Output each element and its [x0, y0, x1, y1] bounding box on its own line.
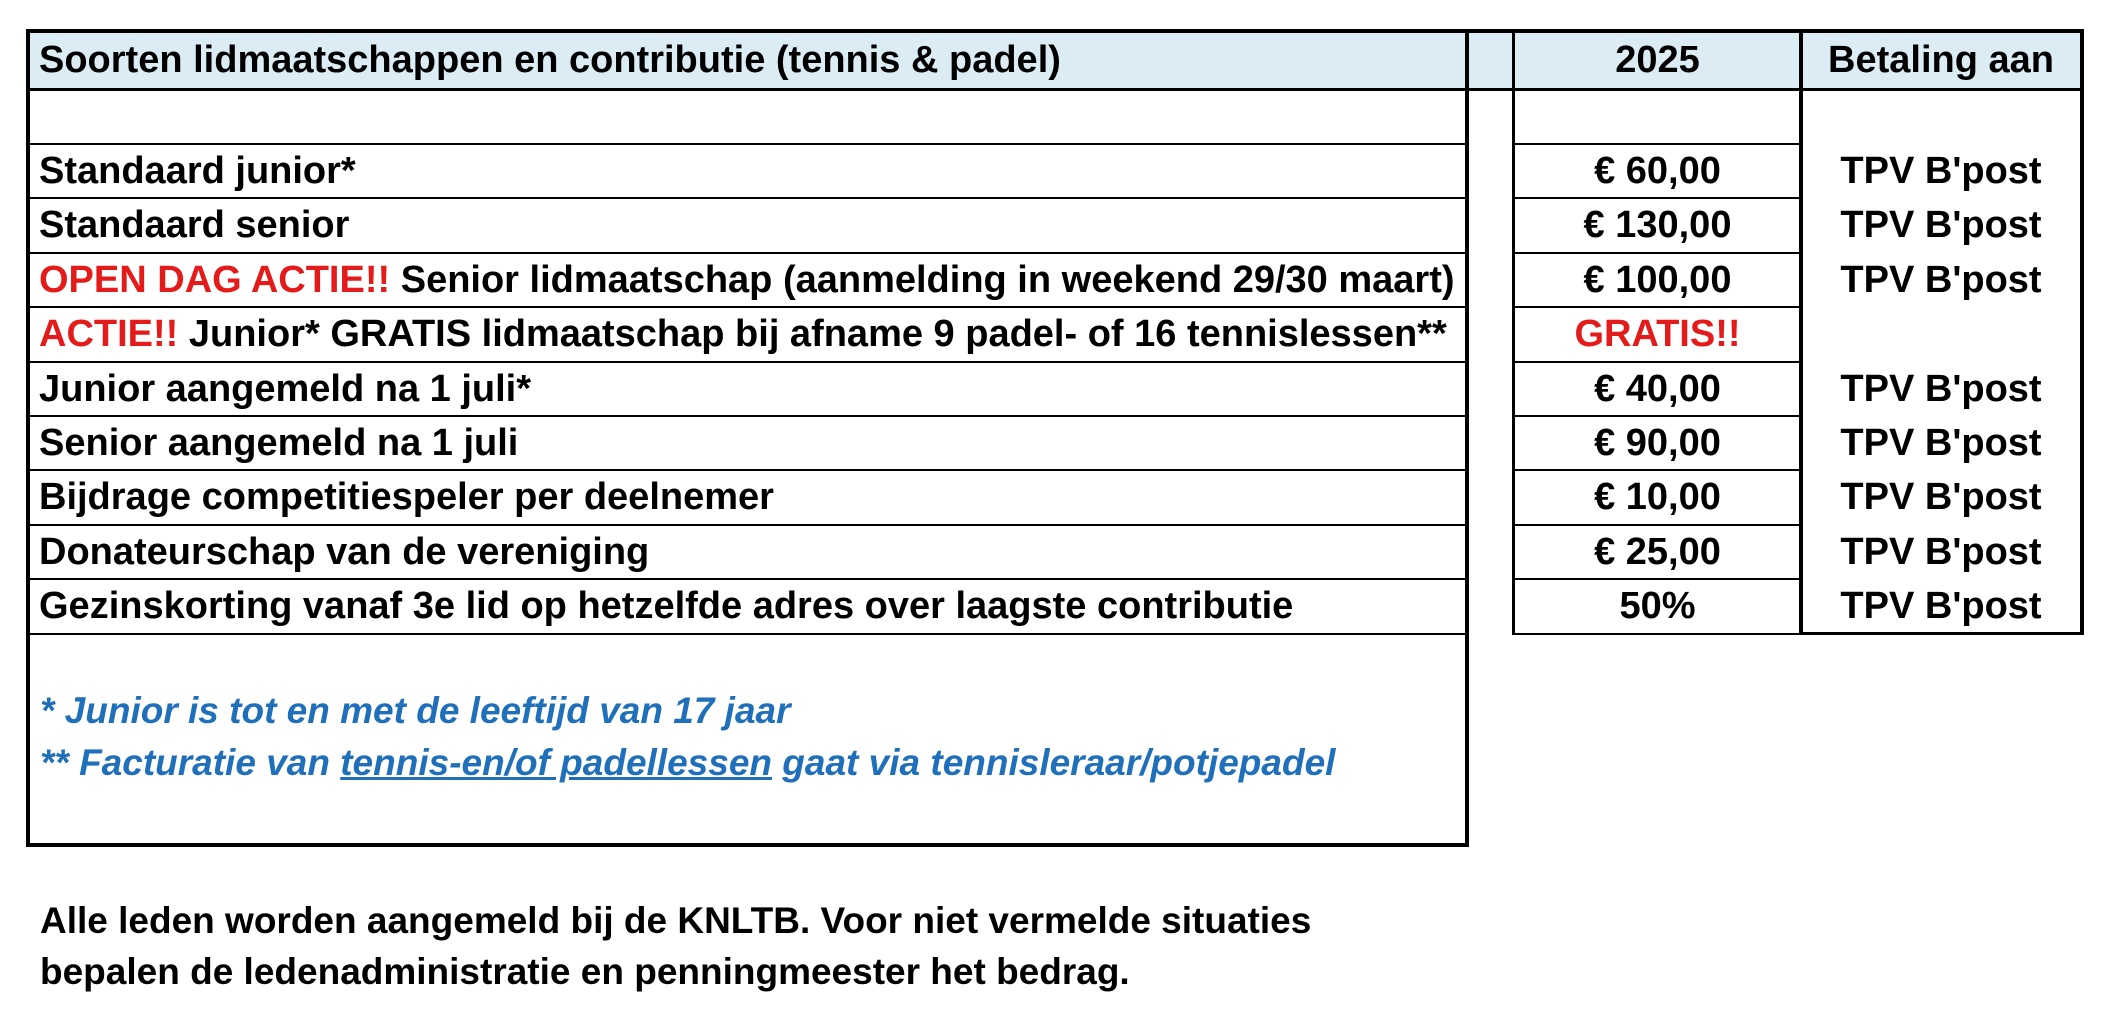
- membership-type: Gezinskorting vanaf 3e lid op hetzelfde adres over laagste contributie: [39, 585, 1294, 627]
- membership-price: € 25,00: [1594, 530, 1721, 573]
- footer-line-1: Alle leden worden aangemeld bij de KNLTB. Voor niet vermelde situaties: [40, 900, 1312, 941]
- payment-recipient: TPV B'post: [1840, 204, 2042, 246]
- membership-row-label: [28, 307, 1467, 362]
- membership-type: Bijdrage competitiespeler per deelnemer: [39, 476, 774, 518]
- payment-recipient: TPV B'post: [1840, 367, 2042, 410]
- grid-line: [28, 197, 1467, 199]
- note-invoicing-suffix: gaat via tennisleraar/potjepadel: [772, 742, 1336, 783]
- grid-line: [28, 306, 1467, 308]
- footer-line-2: bepalen de ledenadministratie en penningmeester het bedrag.: [40, 951, 1130, 992]
- membership-row-label: [28, 579, 1467, 634]
- membership-price: € 90,00: [1594, 421, 1721, 464]
- grid-line: [26, 29, 30, 847]
- payment-recipient: [1801, 307, 2081, 362]
- membership-row-label: [28, 470, 1467, 525]
- membership-type: Standaard senior: [39, 204, 350, 246]
- membership-row-label: [28, 525, 1467, 579]
- grid-line: [1465, 29, 1469, 847]
- membership-price: GRATIS!!: [1574, 313, 1741, 355]
- table-header-title: Soorten lidmaatschappen en contributie (tennis & padel): [28, 31, 1467, 89]
- payment-recipient: TPV B'post: [1840, 258, 2042, 301]
- payment-recipient: TPV B'post: [1840, 421, 2042, 464]
- grid-line: [1514, 578, 1801, 580]
- grid-line: [1514, 524, 1801, 526]
- grid-line: [1514, 197, 1801, 199]
- membership-row-label: [28, 144, 1467, 198]
- membership-price: € 60,00: [1594, 149, 1721, 192]
- grid-line: [1514, 469, 1801, 471]
- note-junior-age: * Junior is tot en met de leeftijd van 17 jaar: [40, 690, 791, 731]
- membership-type: Senior aangemeld na 1 juli: [39, 421, 519, 464]
- grid-line: [1512, 29, 1515, 635]
- note-invoicing: [40, 742, 1335, 784]
- membership-row-label: [28, 362, 1467, 416]
- grid-line: [28, 524, 1467, 526]
- note-invoicing-link: tennis-en/of padellessen: [340, 742, 773, 783]
- grid-line: [28, 633, 1467, 635]
- membership-price: € 100,00: [1583, 258, 1732, 301]
- grid-line: [2080, 29, 2084, 635]
- action-highlight: OPEN DAG ACTIE!!: [39, 258, 391, 301]
- grid-line: [28, 252, 1467, 254]
- membership-price: € 130,00: [1583, 204, 1732, 246]
- table-header-payment: Betaling aan: [1801, 31, 2081, 89]
- payment-recipient: TPV B'post: [1840, 149, 2042, 192]
- grid-line: [26, 88, 2083, 91]
- grid-line: [26, 29, 2083, 33]
- membership-price: € 40,00: [1594, 367, 1721, 410]
- grid-line: [28, 578, 1467, 580]
- action-highlight: ACTIE!!: [39, 313, 179, 355]
- membership-type: Junior aangemeld na 1 juli*: [39, 367, 532, 410]
- grid-line: [28, 469, 1467, 471]
- membership-row-label: [28, 253, 1467, 307]
- payment-recipient: TPV B'post: [1840, 530, 2042, 573]
- membership-price: 50%: [1619, 585, 1696, 627]
- payment-recipient: TPV B'post: [1840, 476, 2042, 518]
- grid-line: [1801, 632, 2083, 635]
- table-header-spacer: [1467, 31, 1514, 89]
- grid-line: [1514, 415, 1801, 417]
- grid-line: [28, 143, 1467, 145]
- grid-line: [26, 843, 1469, 847]
- table-header-year: 2025: [1514, 31, 1801, 89]
- membership-type: Senior lidmaatschap (aanmelding in weekend 29/30 maart): [400, 258, 1455, 301]
- grid-line: [28, 415, 1467, 417]
- grid-line: [1514, 143, 1801, 145]
- payment-recipient: TPV B'post: [1840, 585, 2042, 627]
- membership-row-label: [28, 416, 1467, 470]
- membership-row-label: [28, 198, 1467, 253]
- grid-line: [28, 361, 1467, 363]
- membership-type: Donateurschap van de vereniging: [39, 530, 650, 573]
- grid-line: [1514, 633, 1801, 635]
- grid-line: [1799, 29, 1803, 635]
- membership-type: Junior* GRATIS lidmaatschap bij afname 9 padel- of 16 tennislessen**: [188, 313, 1447, 355]
- grid-line: [1514, 306, 1801, 308]
- grid-line: [1514, 252, 1801, 254]
- membership-type: Standaard junior*: [39, 149, 356, 192]
- note-invoicing-prefix: ** Facturatie van: [40, 742, 341, 783]
- membership-price: € 10,00: [1594, 476, 1721, 518]
- grid-line: [1514, 361, 1801, 363]
